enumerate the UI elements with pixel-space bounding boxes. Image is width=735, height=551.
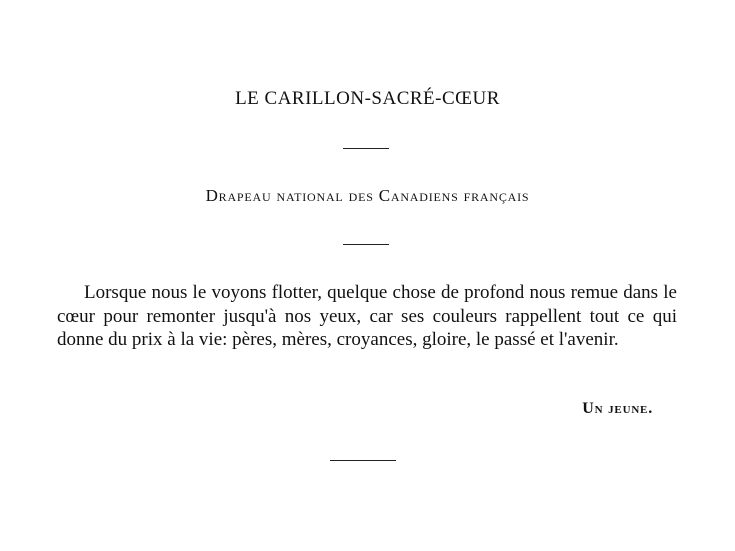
divider-rule-bottom [330,460,396,461]
divider-rule-top [343,148,389,149]
divider-rule-middle [343,244,389,245]
document-title: LE CARILLON-SACRÉ-CŒUR [235,88,500,109]
document-subtitle: Drapeau national des Canadiens français [205,186,530,205]
signature: Un jeune. [582,400,653,417]
body-paragraph: Lorsque nous le voyons flotter, quelque chose de profond nous remue dans le cœur pour remonter jusqu'à nos yeux, car ses couleurs rappellent tout ce qui donne du prix à la vie: pères, mères, croyances, gloire, le passé et l'avenir. [57,282,677,350]
